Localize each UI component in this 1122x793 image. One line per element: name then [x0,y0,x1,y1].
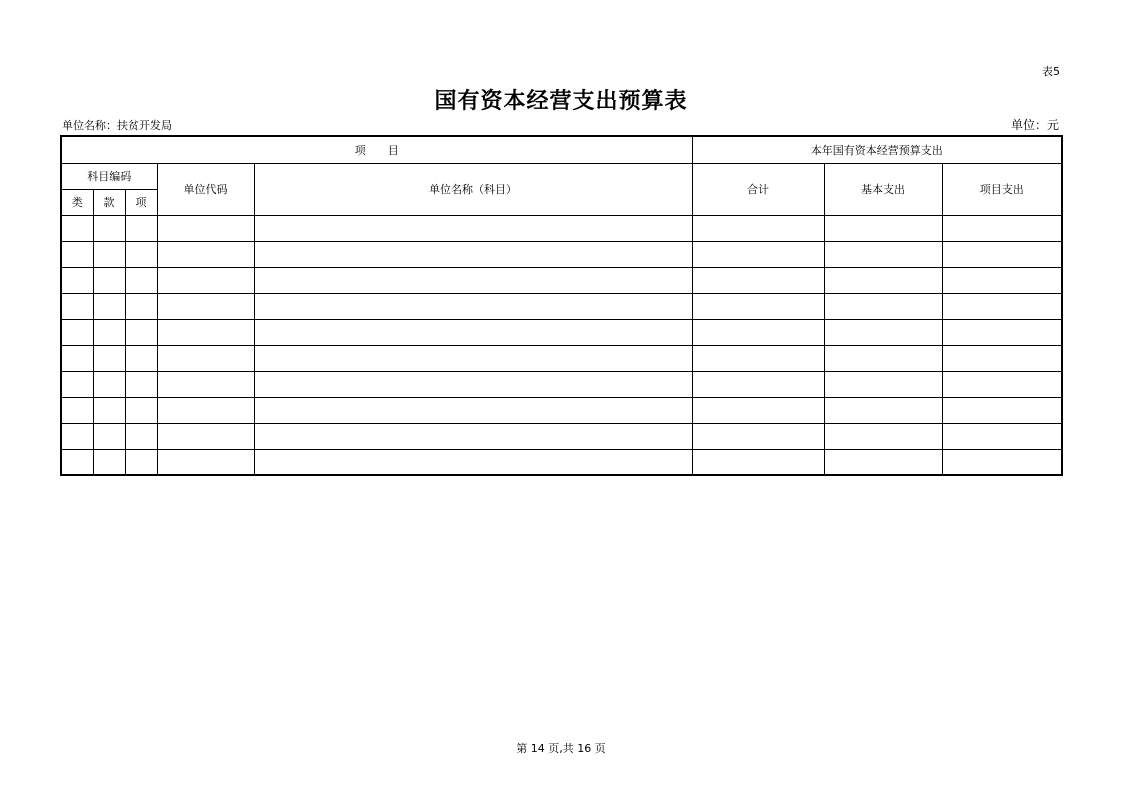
total-cell[interactable] [692,293,824,319]
basic-expenditure-cell[interactable] [824,423,942,449]
item-header: 项 [125,189,157,215]
project-expenditure-cell[interactable] [942,449,1062,475]
project-expenditure-cell[interactable] [942,293,1062,319]
section-cell[interactable] [93,267,125,293]
project-expenditure-cell[interactable] [942,319,1062,345]
total-cell[interactable] [692,449,824,475]
table-row [61,449,1062,475]
item-cell[interactable] [125,293,157,319]
basic-expenditure-cell[interactable] [824,267,942,293]
item-cell[interactable] [125,319,157,345]
total-cell[interactable] [692,397,824,423]
unit-code-cell[interactable] [157,371,254,397]
total-cell[interactable] [692,267,824,293]
section-header: 款 [93,189,125,215]
total-cell[interactable] [692,371,824,397]
unit-name-cell[interactable] [254,267,692,293]
basic-expenditure-cell[interactable] [824,345,942,371]
basic-expenditure-cell[interactable] [824,241,942,267]
table-row [61,423,1062,449]
section-cell[interactable] [93,319,125,345]
item-cell[interactable] [125,215,157,241]
unit-name-cell[interactable] [254,449,692,475]
unit-code-cell[interactable] [157,345,254,371]
currency-unit-label: 单位：元 [1010,118,1059,132]
total-cell[interactable] [692,423,824,449]
unit-name-cell[interactable] [254,423,692,449]
category-cell[interactable] [61,215,93,241]
unit-code-cell[interactable] [157,241,254,267]
table-row [61,397,1062,423]
basic-expenditure-cell[interactable] [824,319,942,345]
section-cell[interactable] [93,423,125,449]
item-cell[interactable] [125,345,157,371]
item-cell[interactable] [125,241,157,267]
section-cell[interactable] [93,397,125,423]
unit-name-cell[interactable] [254,241,692,267]
header-group-row [61,136,1062,163]
unit-code-cell[interactable] [157,215,254,241]
project-expenditure-cell[interactable] [942,215,1062,241]
project-expenditure-cell[interactable] [942,423,1062,449]
table-row [61,215,1062,241]
table-row [61,293,1062,319]
total-cell[interactable] [692,319,824,345]
category-cell[interactable] [61,397,93,423]
table-row [61,319,1062,345]
item-cell[interactable] [125,397,157,423]
item-cell[interactable] [125,371,157,397]
category-cell[interactable] [61,241,93,267]
category-cell[interactable] [61,267,93,293]
project-expenditure-cell[interactable] [942,371,1062,397]
header-row-1 [61,163,1062,189]
subject-code-header: 科目编码 [61,163,157,189]
total-cell[interactable] [692,215,824,241]
basic-expenditure-cell[interactable] [824,293,942,319]
category-header: 类 [61,189,93,215]
section-cell[interactable] [93,215,125,241]
project-expenditure-cell[interactable] [942,397,1062,423]
unit-name-cell[interactable] [254,371,692,397]
category-cell[interactable] [61,371,93,397]
basic-expenditure-cell[interactable] [824,215,942,241]
table-row [61,345,1062,371]
unit-name-cell[interactable] [254,319,692,345]
table-row [61,267,1062,293]
unit-name-label: 单位名称：扶贫开发局 [62,119,172,132]
budget-table [60,135,1063,476]
category-cell[interactable] [61,449,93,475]
section-cell[interactable] [93,449,125,475]
unit-code-cell[interactable] [157,397,254,423]
unit-code-header: 单位代码 [157,163,254,215]
unit-code-cell[interactable] [157,319,254,345]
category-cell[interactable] [61,319,93,345]
group-header-items: 项 目 [61,136,692,163]
page-number-footer: 第 14 页,共 16 页 [516,742,606,755]
item-cell[interactable] [125,267,157,293]
unit-code-cell[interactable] [157,267,254,293]
total-header: 合计 [692,163,824,215]
project-expenditure-cell[interactable] [942,241,1062,267]
category-cell[interactable] [61,345,93,371]
unit-code-cell[interactable] [157,293,254,319]
project-expenditure-cell[interactable] [942,267,1062,293]
project-expenditure-cell[interactable] [942,345,1062,371]
project-expenditure-header: 项目支出 [942,163,1062,215]
section-cell[interactable] [93,241,125,267]
unit-code-cell[interactable] [157,423,254,449]
section-cell[interactable] [93,293,125,319]
total-cell[interactable] [692,345,824,371]
category-cell[interactable] [61,293,93,319]
total-cell[interactable] [692,241,824,267]
table-row [61,241,1062,267]
group-header-budget-expenditure: 本年国有资本经营预算支出 [692,136,1062,163]
unit-name-cell[interactable] [254,293,692,319]
basic-expenditure-cell[interactable] [824,449,942,475]
item-cell[interactable] [125,423,157,449]
basic-expenditure-header: 基本支出 [824,163,942,215]
section-cell[interactable] [93,345,125,371]
unit-name-cell[interactable] [254,397,692,423]
unit-name-cell[interactable] [254,345,692,371]
page-title: 国有资本经营支出预算表 [434,89,688,114]
item-cell[interactable] [125,449,157,475]
section-cell[interactable] [93,371,125,397]
category-cell[interactable] [61,423,93,449]
unit-name-header: 单位名称（科目） [254,163,692,215]
table-row [61,371,1062,397]
unit-name-cell[interactable] [254,215,692,241]
basic-expenditure-cell[interactable] [824,397,942,423]
unit-code-cell[interactable] [157,449,254,475]
basic-expenditure-cell[interactable] [824,371,942,397]
table-number-label: 表5 [1042,65,1060,78]
